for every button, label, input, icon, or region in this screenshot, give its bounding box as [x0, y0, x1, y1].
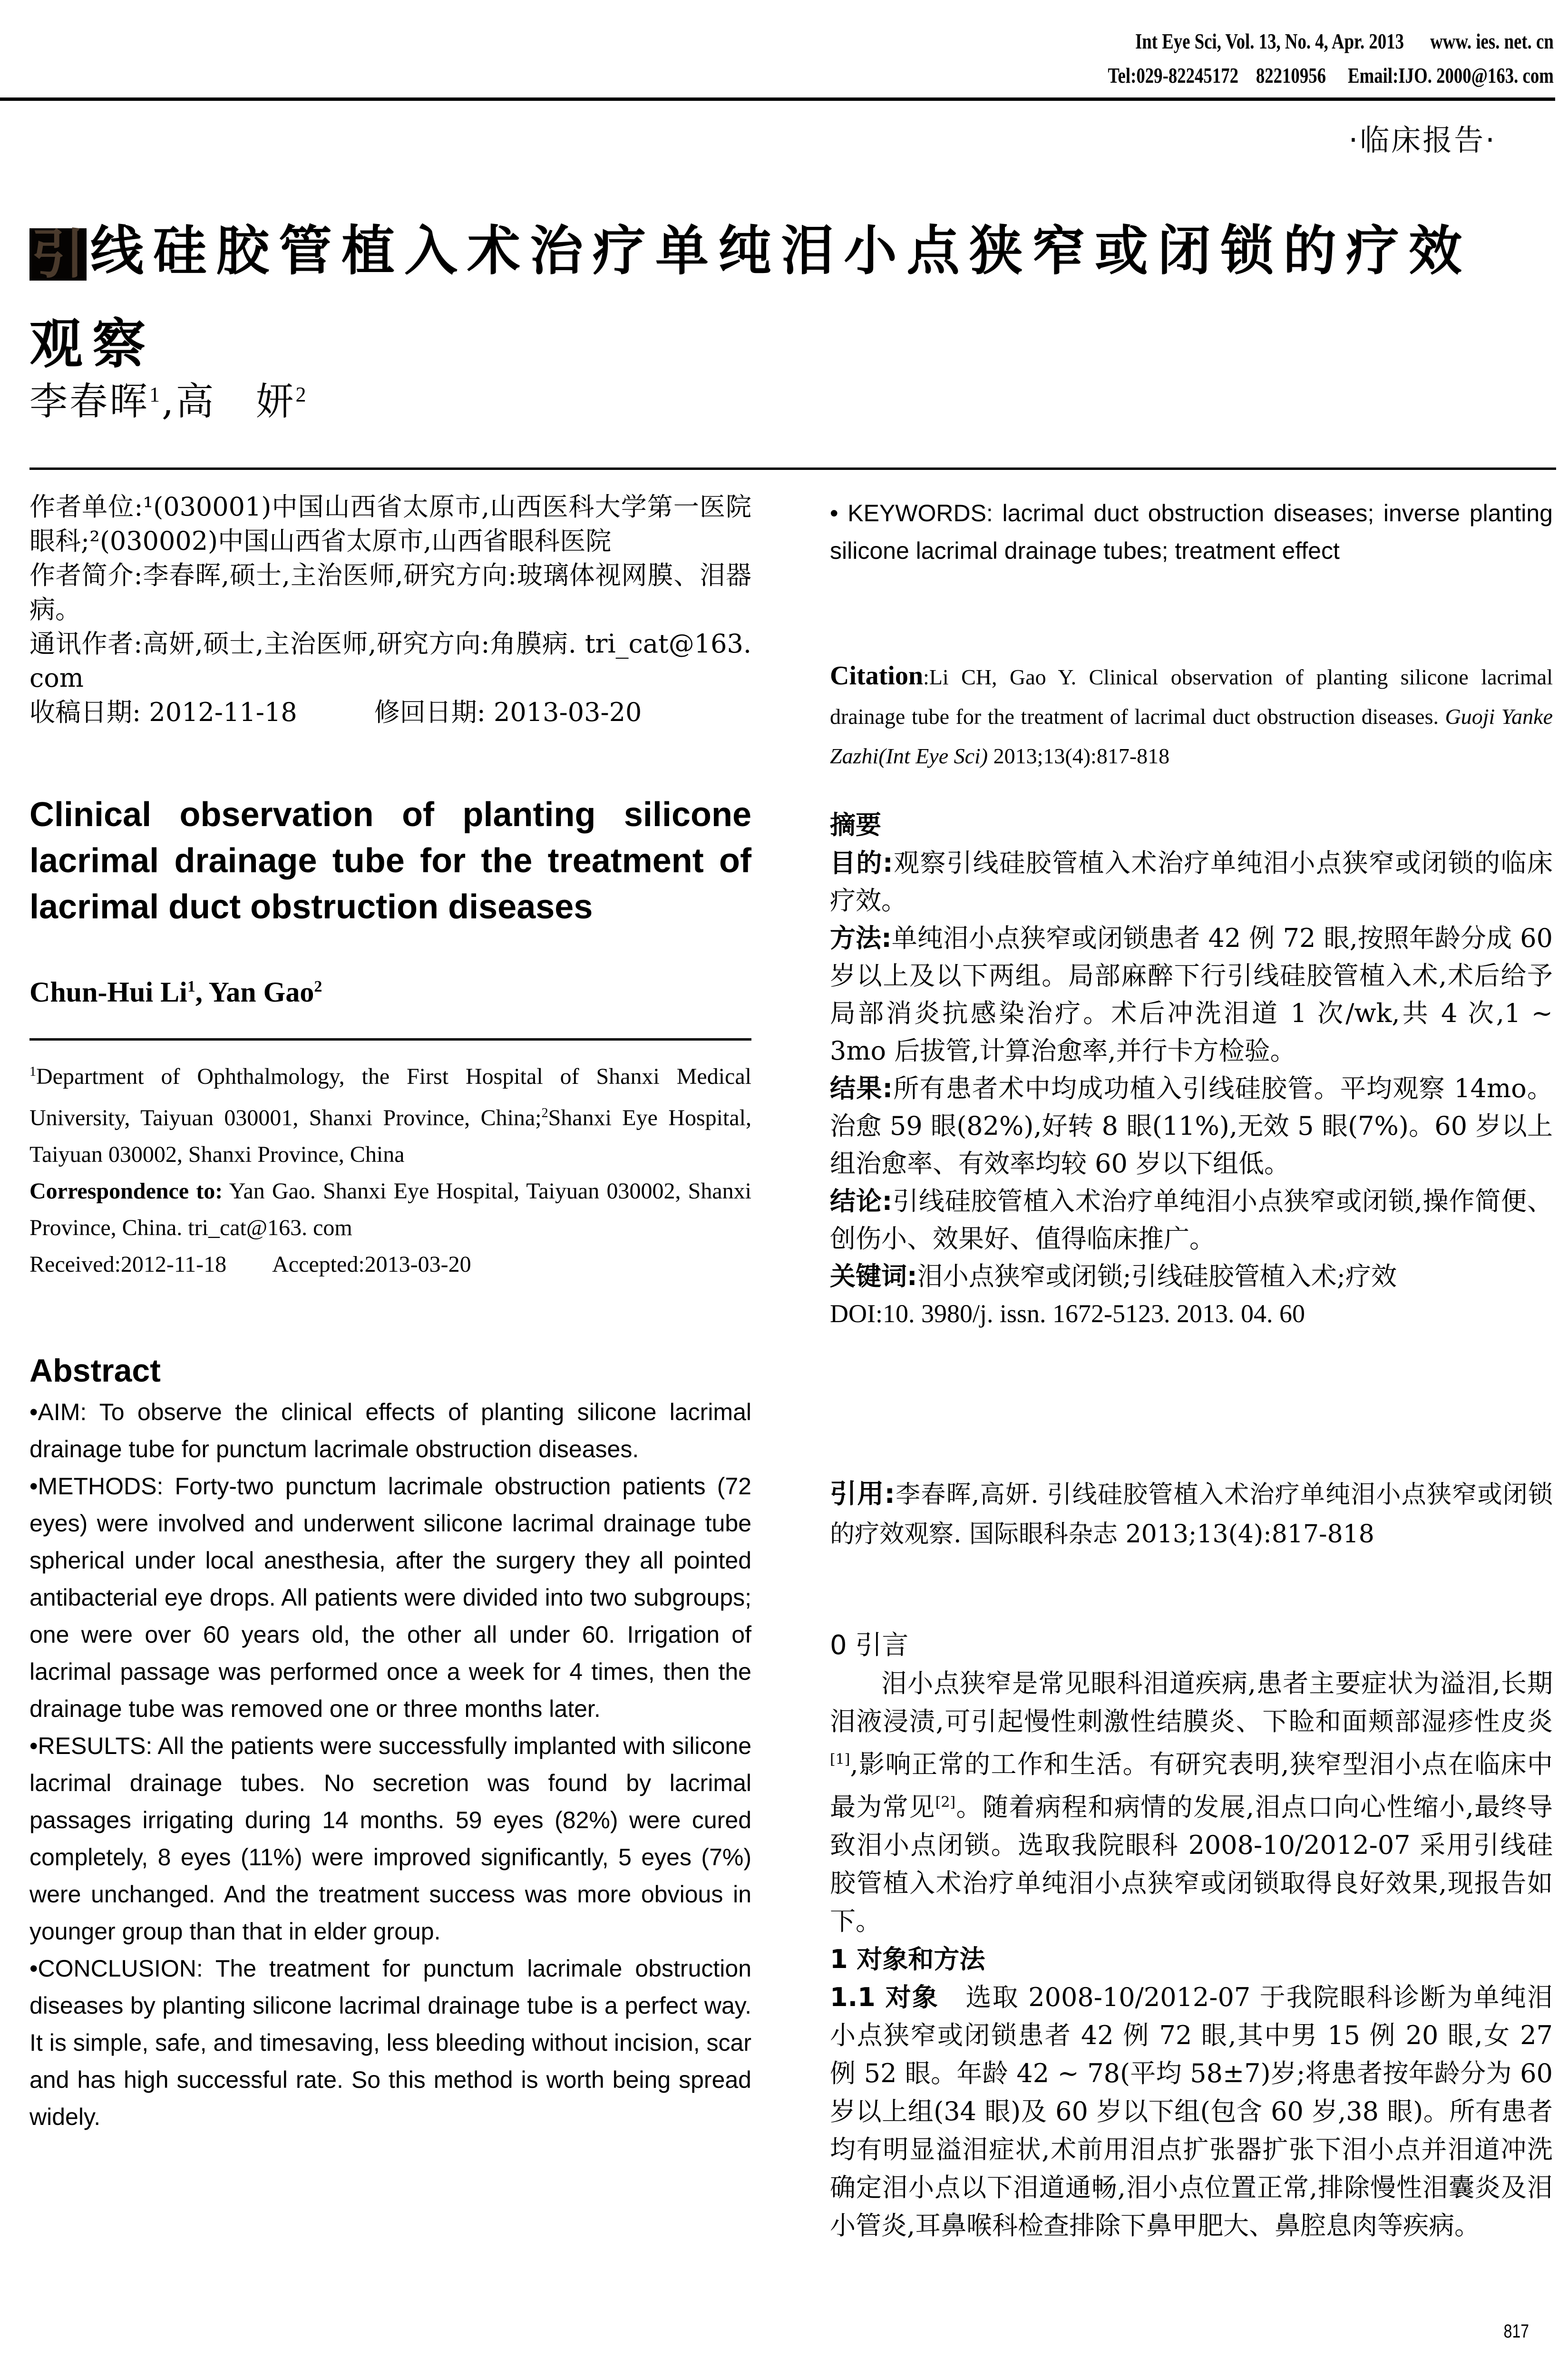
cn-aim-text: 观察引线硅胶管植入术治疗单纯泪小点狭窄或闭锁的临床疗效。: [830, 848, 1553, 916]
author-info-block: [29, 490, 751, 730]
abstract-aim: [29, 1393, 751, 1468]
reference-2[interactable]: [2]: [935, 1794, 956, 1811]
keywords-label: • KEYWORDS:: [830, 500, 993, 526]
title-rule: [29, 468, 1556, 470]
section-tag: ·临床报告·: [1348, 123, 1497, 157]
citation-text: :Li CH, Gao Y. Clinical observation of planting silicone lacrimal drainage tube for the treatment of lacrimal duct obstruction diseases.: [830, 665, 1553, 729]
citation-label: Citation: [830, 661, 923, 691]
cn-keywords-text: 泪小点狭窄或闭锁;引线硅胶管植入术;疗效: [917, 1261, 1397, 1291]
results-label: •RESULTS:: [29, 1733, 153, 1759]
subsection-1-1: [830, 1978, 1553, 2245]
intro-heading: 0 引言: [830, 1630, 909, 1661]
intro-paragraph: [830, 1665, 1553, 1940]
citation-en: [830, 656, 1553, 776]
author-unit: 作者单位:¹(030001)中国山西省太原市,山西医科大学第一医院眼科;²(030002)中国山西省太原市,山西省眼科医院: [29, 492, 751, 556]
abstract-body: [29, 1393, 751, 2135]
abstract-results: [29, 1727, 751, 1950]
conclusion-text: The treatment for punctum lacrimale obstruction diseases by planting silicone lacrimal drainage tube is a perfect way. It is simple, safe, and timesaving, less bleeding without incision, scar and has high successful rate. So this method is worth being spread widely.: [29, 1955, 751, 2130]
received-accepted: Received:2012-11-18 Accepted:2013-03-20: [29, 1252, 471, 1277]
reference-1[interactable]: [1]: [830, 1751, 850, 1768]
title-line2: 观察: [29, 313, 155, 375]
cn-keywords-label: 关键词:: [830, 1261, 917, 1291]
cn-results: [830, 1070, 1553, 1182]
author-1-sup: 1: [149, 383, 162, 406]
author-1-en-sup: 1: [187, 978, 195, 995]
abstract-methods: [29, 1468, 751, 1727]
abstract-conclusion: [29, 1950, 751, 2135]
author-2-en: Yan Gao: [208, 976, 314, 1008]
citation-tail: 2013;13(4):817-818: [988, 744, 1170, 768]
cn-citation-label: 引用:: [830, 1479, 895, 1510]
page-number: 817: [1503, 2321, 1529, 2342]
correspondence: [29, 1173, 751, 1246]
cn-conclusion: [830, 1182, 1553, 1257]
tel-label: Tel:: [1108, 63, 1137, 88]
cn-abstract-heading: 摘要: [830, 810, 881, 840]
citation-journal: Guoji Yanke Zazhi(Int Eye Sci): [830, 704, 1553, 768]
corresponding-author: 通讯作者:高妍,硕士,主治医师,研究方向:角膜病. tri_cat@163. com: [29, 629, 751, 693]
author-2-en-sup: 2: [314, 978, 322, 995]
author-1-en: Chun-Hui Li: [29, 976, 187, 1008]
methods-label: •METHODS:: [29, 1473, 164, 1500]
author-2-sup: 2: [295, 383, 308, 406]
intro-text-a: 泪小点狭窄是常见眼科泪道疾病,患者主要症状为溢泪,长期泪液浸渍,可引起慢性刺激性结膜炎、下睑和面颊部湿疹性皮炎: [830, 1668, 1553, 1736]
running-header-journal: [1135, 25, 1554, 58]
dates-cn: 收稿日期: 2012-11-18 修回日期: 2013-03-20: [29, 697, 642, 727]
email-label: Email:: [1348, 63, 1399, 88]
cn-results-text: 所有患者术中均成功植入引线硅胶管。平均观察 14mo。治愈 59 眼(82%),好转 8 眼(11%),无效 5 眼(7%)。60 岁以上组治愈率、有效率均较 60 岁以下组低。: [830, 1073, 1553, 1179]
intro-text-c: 。随着病程和病情的发展,泪点口向心性缩小,最终导致泪小点闭锁。选取我院眼科 2008-10/2012-07 采用引线硅胶管植入术治疗单纯泪小点狭窄或闭锁取得良好效果,现报告如下。: [830, 1792, 1553, 1936]
article-title-en: Clinical observation of planting silicone lacrimal drainage tube for the treatment of lacrimal duct obstruction diseases: [29, 796, 751, 926]
cn-conclusion-label: 结论:: [830, 1186, 893, 1216]
affil-1: Department of Ophthalmology, the First Hospital of Shanxi Medical University, Taiyuan 030001, Shanxi Province, China;: [29, 1064, 751, 1130]
cn-methods-label: 方法:: [830, 923, 892, 953]
subsection-1-1-text: 选取 2008-10/2012-07 于我院眼科诊断为单纯泪小点狭窄或闭锁患者 42 例 72 眼,其中男 15 例 20 眼,女 27 例 52 眼。年龄 42 ~ 78(平均 58±7)岁;将患者按年龄分为 60 岁以上组(34 眼)及 60 岁以下组(包含 60 岁,38 眼)。所有患者均有明显溢泪症状,术前用泪点扩张器扩张下泪小点并泪道冲洗确定泪小点以下泪道通畅,泪小点位置正常,排除慢性泪囊炎及泪小管炎,耳鼻喉科检查排除下鼻甲肥大、鼻腔息肉等疾病。: [830, 1982, 1553, 2241]
header-rule: [0, 97, 1555, 101]
authors-en: [29, 968, 751, 1011]
title-first-char: 引: [29, 228, 87, 281]
abstract-heading: Abstract: [29, 1353, 161, 1389]
author-1-cn: 李春晖: [29, 379, 149, 424]
cn-citation-text: 李春晖,高妍. 引线硅胶管植入术治疗单纯泪小点狭窄或闭锁的疗效观察. 国际眼科杂志 2013;13(4):817-818: [830, 1481, 1553, 1549]
affiliation-block: [29, 1053, 751, 1283]
aim-label: •AIM:: [29, 1399, 87, 1425]
author-en-sep: ,: [195, 976, 209, 1008]
keywords-en: [830, 495, 1553, 570]
correspondence-label: Correspondence to:: [29, 1179, 223, 1204]
correspondence-text: Yan Gao. Shanxi Eye Hospital, Taiyuan 030002, Shanxi Province, China. tri_cat@163. com: [29, 1179, 751, 1240]
aim-text: To observe the clinical effects of planting silicone lacrimal drainage tube for punctum lacrimale obstruction diseases.: [29, 1399, 751, 1462]
doi: DOI:10. 3980/j. issn. 1672-5123. 2013. 04. 60: [830, 1299, 1305, 1328]
journal-website: www. ies. net. cn: [1430, 29, 1554, 53]
methods-text: Forty-two punctum lacrimale obstruction patients (72 eyes) were involved and underwent silicone lacrimal drainage tube spherical under local anesthesia, after the surgery they all pointed antibacterial eye drops. All patients were divided into two subgroups; one were over 60 years old, the other all under 60. Irrigation of lacrimal passage was performed once a week for 4 times, then the drainage tube was removed one or three months later.: [29, 1473, 751, 1722]
email-address: IJO. 2000@163. com: [1398, 63, 1554, 88]
running-header-contact: [1108, 59, 1554, 92]
tel-number-2: 82210956: [1256, 63, 1326, 88]
intro-body: [830, 1665, 1553, 2245]
author-2-cn: 高 妍: [175, 379, 296, 424]
cn-conclusion-text: 引线硅胶管植入术治疗单纯泪小点狭窄或闭锁,操作简便、创伤小、效果好、值得临床推广。: [830, 1186, 1553, 1254]
subsection-1-1-heading: 1.1 对象: [830, 1982, 939, 2012]
intro-text-b: ,影响正常的工作和生活。有研究表明,狭窄型泪小点在临床中最为常见: [830, 1749, 1553, 1822]
cn-keywords: [830, 1257, 1553, 1295]
affil-2: Shanxi Eye Hospital, Taiyuan 030002, Shanxi Province, China: [29, 1105, 751, 1167]
cn-results-label: 结果:: [830, 1073, 893, 1103]
conclusion-label: •CONCLUSION:: [29, 1955, 203, 1982]
article-title-cn: [29, 205, 1561, 391]
authors-cn: [29, 371, 308, 426]
keywords-text: lacrimal duct obstruction diseases; inverse planting silicone lacrimal drainage tubes; treatment effect: [830, 500, 1553, 564]
author-sep: ,: [162, 379, 176, 424]
tel-number: 029-82245172: [1136, 63, 1239, 88]
affiliations: [29, 1053, 751, 1173]
affil-sup-1: 1: [29, 1064, 36, 1079]
cn-aim-label: 目的:: [830, 848, 893, 878]
affil-sup-2: 2: [541, 1106, 548, 1120]
citation-cn: [830, 1474, 1553, 1554]
section-1-heading: 1 对象和方法: [830, 1944, 985, 1974]
journal-citation-line: Int Eye Sci, Vol. 13, No. 4, Apr. 2013: [1135, 29, 1404, 53]
author-bio: 作者简介:李春晖,硕士,主治医师,研究方向:玻璃体视网膜、泪器病。: [29, 560, 751, 624]
cn-aim: [830, 844, 1553, 919]
title-line1-rest: 线硅胶管植入术治疗单纯泪小点狭窄或闭锁的疗效: [90, 220, 1471, 282]
results-text: All the patients were successfully implanted with silicone lacrimal drainage tubes. No secretion was found by lacrimal passages irrigating during 14 months. 59 eyes (82%) were cured completely, 8 eyes (11%) were improved significantly, 5 eyes (7%) were unchanged. And the treatment success was more obvious in younger group than that in elder group.: [29, 1733, 751, 1945]
cn-methods: [830, 919, 1553, 1070]
cn-abstract-body: [830, 844, 1553, 1333]
cn-methods-text: 单纯泪小点狭窄或闭锁患者 42 例 72 眼,按照年龄分成 60 岁以上及以下两组。局部麻醉下行引线硅胶管植入术,术后给予局部消炎抗感染治疗。术后冲洗泪道 1 次/wk,共 4 次,1 ~ 3mo 后拔管,计算治愈率,并行卡方检验。: [830, 923, 1553, 1066]
authors-rule: [29, 1038, 751, 1041]
